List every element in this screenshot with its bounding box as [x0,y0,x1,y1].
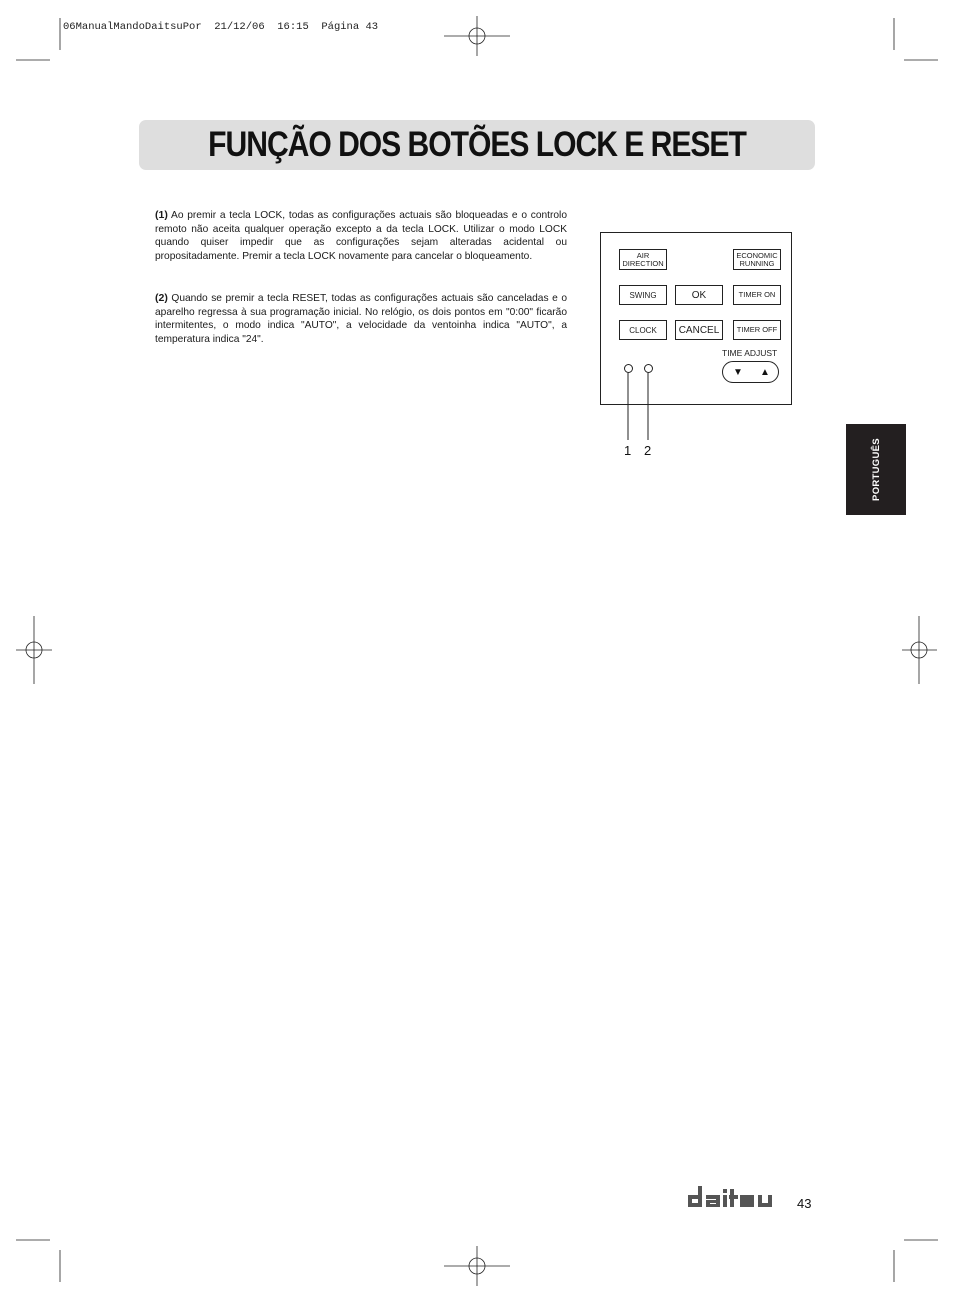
callout-1: 1 [624,443,632,458]
economic-running-button: ECONOMIC RUNNING [733,249,781,270]
language-tab-label: PORTUGUÊS [870,438,882,501]
page-number: 43 [797,1196,812,1211]
page-title: FUNÇÃO DOS BOTÕES LOCK E RESET [208,125,746,164]
time-adjust-rocker [722,361,779,383]
swing-button: SWING [619,285,667,305]
timer-off-button: TIMER OFF [733,320,781,340]
paragraph-1 [155,209,567,263]
ok-button: OK [675,285,723,305]
air-direction-button: AIR DIRECTION [619,249,667,270]
up-arrow-icon: ▲ [760,367,770,378]
timer-on-button: TIMER ON [733,285,781,305]
print-header: 06ManualMandoDaitsuPor 21/12/06 16:15 Página 43 [63,21,379,33]
paragraph-2-number: (2) [155,292,168,304]
paragraph-2 [155,292,567,346]
cancel-button: CANCEL [675,320,723,340]
down-arrow-icon: ▼ [733,367,743,378]
time-adjust-label: TIME ADJUST [722,348,778,358]
daitsu-logo [686,1182,780,1212]
paragraph-1-number: (1) [155,209,168,221]
paragraph-2-text: Quando se premir a tecla RESET, todas as configurações actuais são canceladas e o aparelho regressa à sua programação inicial. No relógio, os dois pontos em "0:00" ficarão intermitentes, o modo indica "AUTO", a velocidade da ventoinha indica "AUTO", a temperatura indica "24". [155,293,567,345]
paragraph-1-text: Ao premir a tecla LOCK, todas as configurações actuais são bloqueadas e o controlo remoto não aceita qualquer operação excepto a da tecla LOCK. Utilizar o modo LOCK quando quiser impedir que as configurações sejam alteradas acidental ou propositadamente. Premir a tecla LOCK novamente para cancelar o bloqueamento. [155,210,567,262]
clock-button: CLOCK [619,320,667,340]
callout-2: 2 [644,443,652,458]
callout-lines [600,370,680,445]
